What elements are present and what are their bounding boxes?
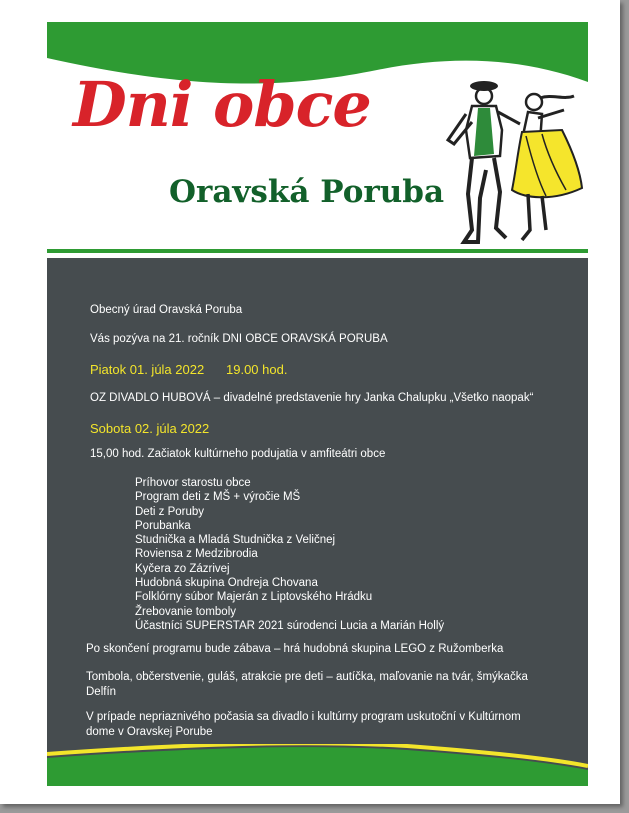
list-item: Príhovor starostu obce <box>135 477 251 489</box>
poster <box>47 22 588 786</box>
list-item: Žrebovanie tomboly <box>135 605 236 618</box>
saturday-start: 15,00 hod. Začiatok kultúrneho podujatia v amfiteátri obce <box>90 448 386 460</box>
program-panel <box>47 258 588 786</box>
folk-dancers-illustration <box>442 70 587 250</box>
extras-text-line2: Delfín <box>86 686 117 698</box>
friday-time: 19.00 hod. <box>226 362 288 377</box>
saturday-date: Sobota 02. júla 2022 <box>90 421 210 436</box>
extras-text-line1: Tombola, občerstvenie, guláš, atrakcie pre deti – autíčka, maľovanie na tvár, šmýkačka <box>86 671 528 683</box>
list-item: Roviensa z Medzibrodia <box>135 548 258 561</box>
invitation-text: Vás pozýva na 21. ročník DNI OBCE ORAVSKÁ PORUBA <box>90 333 388 345</box>
list-item: Účastníci SUPERSTAR 2021 súrodenci Lucia a Marián Hollý <box>135 619 445 632</box>
list-item: Hudobná skupina Ondreja Chovana <box>135 577 318 590</box>
organizer-text: Obecný úrad Oravská Poruba <box>90 304 243 316</box>
list-item: Program deti z MŠ + výročie MŠ <box>135 491 301 504</box>
list-item: Folklórny súbor Majerán z Liptovského Hrádku <box>135 591 373 604</box>
list-item: Kyčera zo Zázrivej <box>135 562 230 575</box>
friday-program: OZ DIVADLO HUBOVÁ – divadelné predstavenie hry Janka Chalupku „Všetko naopak“ <box>90 392 534 404</box>
green-divider-line <box>47 249 588 253</box>
village-name: Oravská Poruba <box>169 174 445 210</box>
list-item: Studnička a Mladá Studnička z Veličnej <box>135 534 336 547</box>
weather-text-line2: dome v Oravskej Porube <box>86 726 213 738</box>
after-program-text: Po skončení programu bude zábava – hrá hudobná skupina LEGO z Ružomberka <box>86 643 504 655</box>
program-list <box>135 476 444 633</box>
friday-date: Piatok 01. júla 2022 <box>90 362 205 377</box>
list-item: Porubanka <box>135 519 191 532</box>
weather-text-line1: V prípade nepriaznivého počasia sa divadlo i kultúrny program uskutoční v Kultúrnom <box>86 711 521 723</box>
event-title: Dni obce <box>73 68 371 141</box>
bottom-green-wave <box>47 744 588 786</box>
list-item: Deti z Poruby <box>135 505 205 518</box>
